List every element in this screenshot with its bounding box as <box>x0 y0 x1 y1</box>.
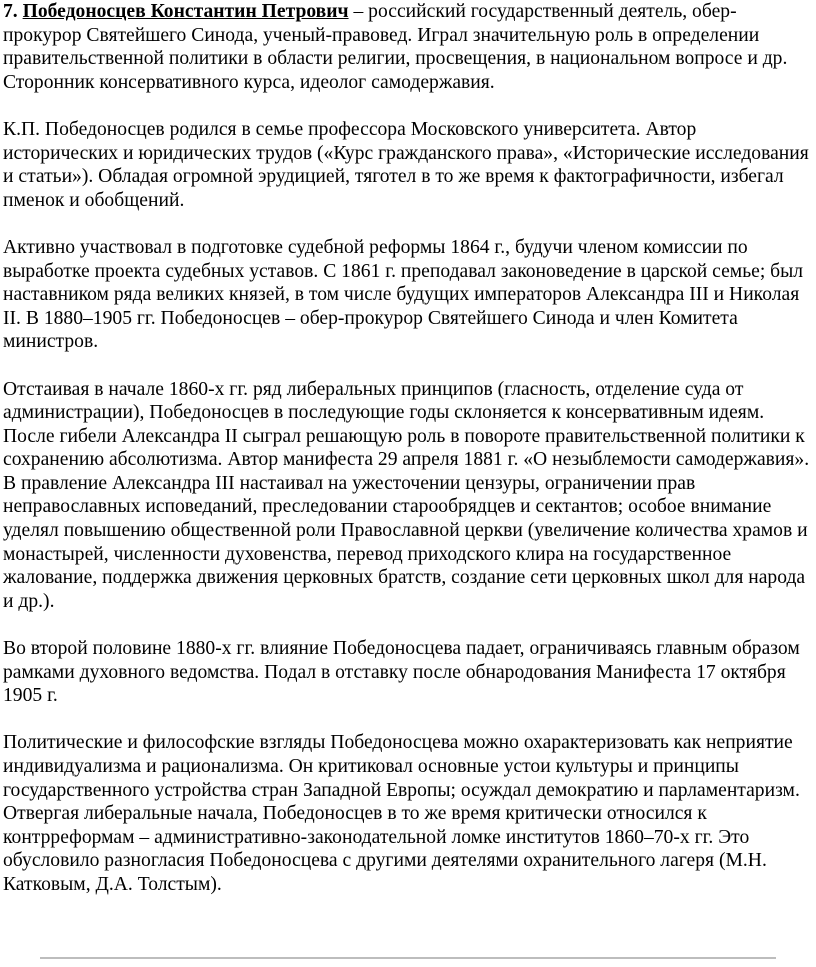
paragraph-conservative-turn: Отстаивая в начале 1860-х гг. ряд либеральных принципов (гласность, отделение суда от администрации), Победоносцев в последующие годы склоняется к консервативным идеям. После гибели Александра II сыграл решающую роль в повороте правительственной политики к сохранению абсолютизма. Автор манифеста 29 апреля 1881 г. «О незыблемости самодержавия». В правление Александра III настаивал на ужесточении цензуры, ограничении прав неправославных исповеданий, преследовании старообрядцев и сектантов; особое внимание уделял повышению общественной роли Православной церкви (увеличение количества храмов и монастырей, численности духовенства, перевод приходского клира на государственное жалование, поддержка движения церковных братств, создание сети церковных школ для народа и др.). <box>3 378 810 612</box>
paragraph-decline: Во второй половине 1880-х гг. влияние Победоносцева падает, ограничиваясь главным образом рамками духовного ведомства. Подал в отставку после обнародования Манифеста 17 октября 1905 г. <box>3 638 800 707</box>
intro-paragraph <box>3 0 813 94</box>
paragraph-biography: К.П. Победоносцев родился в семье профессора Московского университета. Автор исторических и юридических трудов («Курс гражданского права», «Исторические исследования и статьи»). Обладая огромной эрудицией, тяготел в то же время к фактографичности, избегал пменок и обобщений. <box>3 118 809 211</box>
paragraph-views: Политические и философские взгляды Победоносцева можно охарактеризовать как неприятие индивидуализма и рационализма. Он критиковал основные устои культуры и принципы государственного устройства стран Западной Европы; осуждал демократию и парламентаризм. Отвергая либеральные начала, Победоносцев в то же время критически относился к контрреформам – административно-законодательной ломке институтов 1860–70-х гг. Это обусловило разногласия Победоносцева с другими деятелями охранительного лагеря (М.Н. Катковым, Д.А. Толстым). <box>3 732 800 895</box>
document-body <box>3 0 813 920</box>
paragraph-judicial-reform: Активно участвовал в подготовке судебной реформы 1864 г., будучи членом комиссии по выработке проекта судебных уставов. С 1861 г. преподавал законоведение в царской семье; был наставником ряда великих князей, в том числе будущих императоров Александра III и Николая II. В 1880–1905 гг. Победоносцев – обер-прокурор Святейшего Синода и член Комитета министров. <box>3 236 804 353</box>
article-number: 7. <box>3 1 18 22</box>
intro-text: – российский государственный деятель, обер-прокурор Святейшего Синода, ученый-правовед. Играл значительную роль в определении правительственной политики в области религии, просвещения, в национальном вопросе и др. Сторонник консервативного курса, идеолог самодержавия. <box>3 1 788 93</box>
bottom-divider <box>40 957 776 959</box>
person-name: Победоносцев Константин Петрович <box>22 1 349 22</box>
